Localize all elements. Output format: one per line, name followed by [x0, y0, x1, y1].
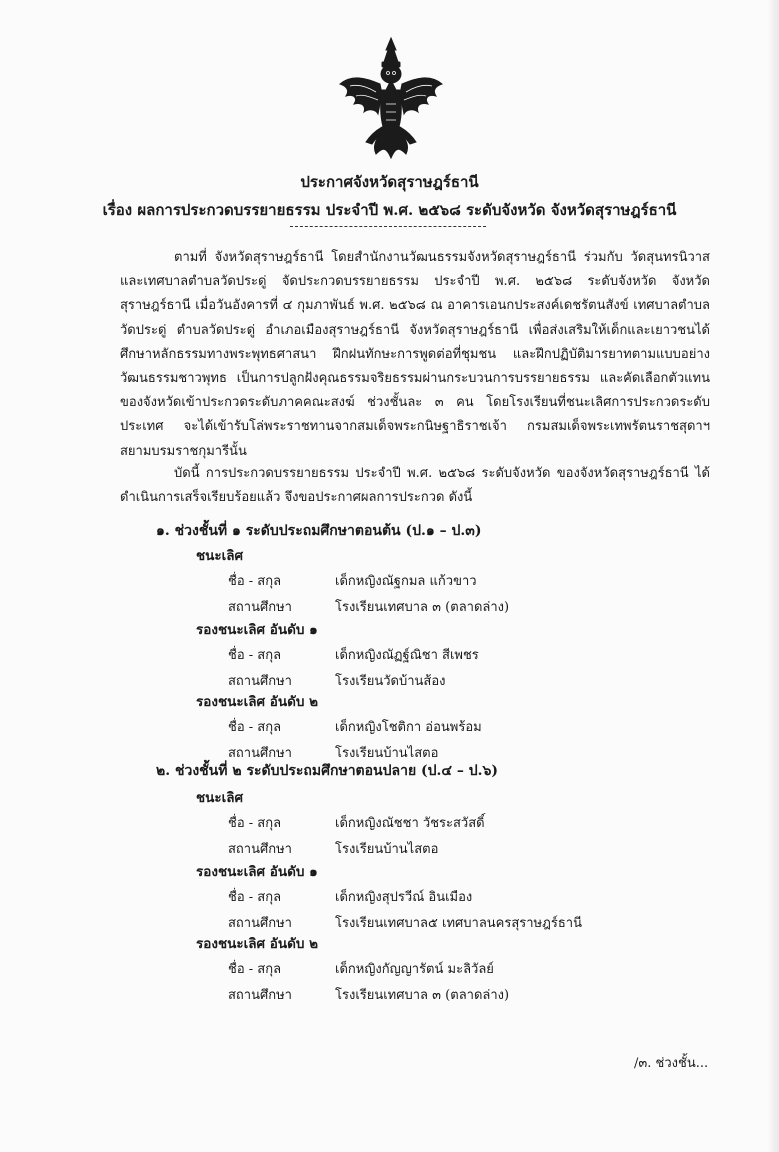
award-rank: ชนะเลิศ: [196, 790, 244, 806]
name-label: ชื่อ - สกุล: [228, 720, 282, 735]
name-label: ชื่อ - สกุล: [228, 890, 282, 905]
school-label: สถานศึกษา: [228, 746, 292, 761]
intro-paragraph: ตามที่ จังหวัดสุราษฎร์ธานี โดยสำนักงานวัฒนธรรมจังหวัดสุราษฎร์ธานี ร่วมกับ วัดสุนทรนิวาส และเทศบาลตำบลวัดประดู่ จัดประกวดบรรยายธรรม ประจำปี พ.ศ. ๒๕๖๘ ระดับจังหวัด จังหวัดสุราษฎร์ธานี เมื่อวันอังคารที่ ๔ กุมภาพันธ์ พ.ศ. ๒๕๖๘ ณ อาคารเอนกประสงค์เดชรัตนสังข์ เทศบาลตำบลวัดประดู่ ตำบลวัดประดู่ อำเภอเมืองสุราษฎร์ธานี จังหวัดสุราษฎร์ธานี เพื่อส่งเสริมให้เด็กและเยาวชนได้ศึกษาหลักธรรมทางพระพุทธศาสนา ฝึกฝนทักษะการพูดต่อที่ชุมชน และฝึกปฏิบัติมารยาทตามแบบอย่างวัฒนธรรมชาวพุทธ เป็นการปลูกฝังคุณธรรมจริยธรรมผ่านกระบวนการบรรยายธรรม และคัดเลือกตัวแทนของจังหวัดเข้าประกวดระดับภาคคณะสงฆ์ ช่วงชั้นละ ๓ คน โดยโรงเรียนที่ชนะเลิศการประกวดระดับประเทศ จะได้เข้ารับโล่พระราชทานจากสมเด็จพระกนิษฐาธิราชเจ้า กรมสมเด็จพระเทพรัตนราชสุดาฯ สยามบรมราชกุมารีนั้น: [120, 250, 710, 459]
winner-school: โรงเรียนเทศบาล ๓ (ตลาดล่าง): [335, 988, 510, 1003]
award-rank: รองชนะเลิศ อันดับ ๒: [196, 936, 319, 952]
name-label: ชื่อ - สกุล: [228, 816, 282, 831]
garuda-emblem-icon: [336, 34, 446, 162]
section-heading-level-1: ๑. ช่วงชั้นที่ ๑ ระดับประถมศึกษาตอนต้น (ป.๑ – ป.๓): [156, 523, 482, 539]
award-rank: รองชนะเลิศ อันดับ ๑: [196, 864, 318, 880]
winner-name: เด็กหญิงณัฏฐ์ณิชา สีเพชร: [335, 648, 479, 663]
winner-name: เด็กหญิงณัฐกมล แก้วขาว: [335, 574, 477, 589]
winner-name: เด็กหญิงโชติกา อ่อนพร้อม: [335, 720, 482, 735]
name-label: ชื่อ - สกุล: [228, 648, 282, 663]
section-heading-level-2: ๒. ช่วงชั้นที่ ๒ ระดับประถมศึกษาตอนปลาย (ป.๔ – ป.๖): [156, 763, 499, 779]
award-rank: รองชนะเลิศ อันดับ ๑: [196, 622, 318, 638]
announcement-subject: เรื่อง ผลการประกวดบรรยายธรรม ประจำปี พ.ศ. ๒๕๖๘ ระดับจังหวัด จังหวัดสุราษฎร์ธานี: [102, 201, 677, 219]
school-label: สถานศึกษา: [228, 842, 292, 857]
award-rank: ชนะเลิศ: [196, 548, 244, 564]
winner-name: เด็กหญิงกัญญารัตน์ มะลิวัลย์: [335, 962, 494, 977]
school-label: สถานศึกษา: [228, 674, 292, 689]
title-divider: [290, 226, 486, 227]
winner-name: เด็กหญิงสุปรวีณ์ อินเมือง: [335, 890, 473, 905]
school-label: สถานศึกษา: [228, 916, 292, 931]
announcement-title: ประกาศจังหวัดสุราษฎร์ธานี: [300, 173, 479, 191]
award-rank: รองชนะเลิศ อันดับ ๒: [196, 694, 319, 710]
result-intro-paragraph: บัดนี้ การประกวดบรรยายธรรม ประจำปี พ.ศ. ๒๕๖๘ ระดับจังหวัด ของจังหวัดสุราษฎร์ธานี ได้ดำเนินการเสร็จเรียบร้อยแล้ว จึงขอประกาศผลการประกวด ดังนี้: [120, 466, 710, 506]
winner-school: โรงเรียนบ้านไสตอ: [335, 746, 439, 761]
winner-name: เด็กหญิงณัชชา วัชระสวัสดิ์: [335, 816, 485, 831]
school-label: สถานศึกษา: [228, 600, 292, 615]
continued-marker: /๓. ช่วงชั้น...: [634, 1056, 709, 1071]
winner-school: โรงเรียนเทศบาล๕ เทศบาลนครสุราษฎร์ธานี: [335, 916, 582, 931]
name-label: ชื่อ - สกุล: [228, 962, 282, 977]
winner-school: โรงเรียนเทศบาล ๓ (ตลาดล่าง): [335, 600, 510, 615]
name-label: ชื่อ - สกุล: [228, 574, 282, 589]
school-label: สถานศึกษา: [228, 988, 292, 1003]
winner-school: โรงเรียนบ้านไสตอ: [335, 842, 439, 857]
winner-school: โรงเรียนวัดบ้านส้อง: [335, 674, 446, 689]
